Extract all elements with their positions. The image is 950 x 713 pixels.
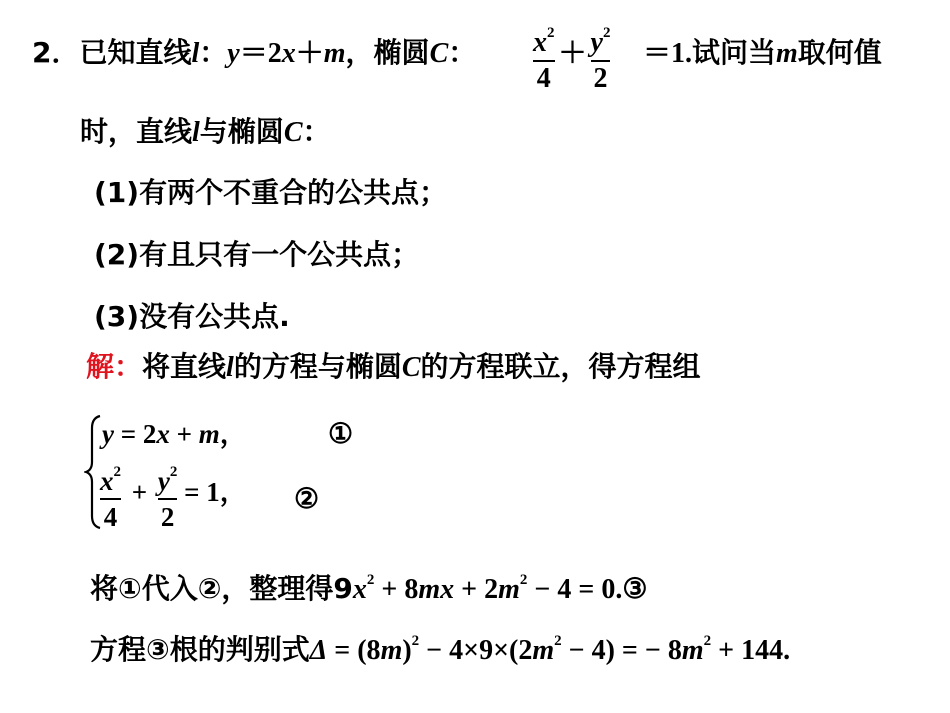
- eq-part: − 4 = 0.③: [527, 574, 648, 605]
- system-equation-1: [102, 417, 247, 451]
- fraction-x2-over-4: [533, 18, 555, 94]
- text: 将①代入②，整理得9: [90, 572, 353, 605]
- frac-num-y: y: [590, 26, 603, 58]
- frac-den: 4: [103, 502, 118, 533]
- eq-part: + 144.: [711, 635, 791, 666]
- problem-line-2: [80, 115, 331, 150]
- var-x: x: [352, 574, 367, 605]
- var-m: m: [681, 635, 704, 666]
- ellipse-name: C: [283, 117, 303, 148]
- line-name: l: [192, 117, 200, 148]
- text: 将直线: [142, 350, 227, 383]
- square: 2: [703, 633, 712, 649]
- solution-intro: [86, 350, 701, 385]
- var-m: m: [776, 38, 798, 69]
- text: 的方程联立，得方程组: [420, 350, 701, 383]
- var-x: x: [156, 419, 170, 449]
- solution-label: 解：: [86, 350, 143, 383]
- fraction-x2-over-4: [100, 457, 121, 532]
- tag-2: ②: [294, 484, 320, 515]
- square: 2: [554, 633, 562, 649]
- frac-num-x: x: [100, 466, 114, 497]
- eq-plus: ＋: [295, 38, 324, 69]
- var-y: y: [102, 419, 114, 449]
- square: 2: [113, 464, 121, 481]
- var-m: m: [532, 635, 555, 666]
- frac-den: 2: [160, 502, 175, 533]
- eq-part: − 4×9×(2: [419, 635, 533, 666]
- text: 时，直线: [80, 115, 193, 148]
- colon: ：: [448, 36, 477, 69]
- plus-sign: +: [125, 477, 154, 507]
- delta-symbol: Δ: [309, 635, 328, 666]
- eq-part: + 8: [374, 574, 419, 605]
- eq-part: ＝2: [239, 38, 282, 69]
- comma: ，: [219, 419, 247, 449]
- square: 2: [169, 464, 178, 481]
- text: 方程③根的判别式: [90, 633, 310, 666]
- ask-tail: 取何值: [797, 36, 882, 69]
- fraction-bar: [591, 60, 611, 62]
- square: 2: [411, 633, 420, 649]
- square: 2: [519, 572, 528, 588]
- var-m: m: [498, 574, 520, 605]
- line-name: l: [191, 38, 200, 69]
- frac-den: 2: [593, 62, 608, 94]
- ellipse-intro: ，椭圆: [345, 36, 430, 69]
- colon: ：: [199, 36, 228, 69]
- text: 与椭圆: [199, 115, 284, 148]
- problem-number: 2．: [32, 36, 80, 69]
- var-m: m: [380, 635, 403, 666]
- problem-line-1: [32, 36, 476, 71]
- problem-intro: 已知直线: [79, 36, 192, 69]
- ellipse-name: C: [429, 38, 449, 69]
- var-x: x: [281, 38, 296, 69]
- eq-tail: = 1，: [177, 477, 247, 507]
- question-3: (3)没有公共点.: [94, 300, 290, 333]
- var-mx: mx: [418, 574, 455, 605]
- eq-part: + 2: [454, 574, 499, 605]
- var-y: y: [227, 38, 240, 69]
- system-equation-2: [100, 452, 247, 532]
- frac-num-y: y: [157, 466, 170, 497]
- fraction-bar: [533, 60, 555, 62]
- eq-part: ): [402, 635, 412, 666]
- fraction-bar: [100, 498, 121, 500]
- substitution-line: [90, 563, 647, 607]
- question-2: (2)有且只有一个公共点；: [94, 238, 420, 271]
- problem-line-1-tail: [643, 36, 882, 71]
- ellipse-equation: [533, 14, 610, 94]
- discriminant-line: [90, 624, 790, 668]
- text: 的方程与椭圆: [233, 350, 402, 383]
- tag-1: ①: [328, 419, 354, 450]
- eq-plus: +: [169, 419, 199, 449]
- eq-part: − 4) = − 8: [561, 635, 682, 666]
- question-1: (1)有两个不重合的公共点；: [94, 176, 448, 209]
- plus-sign: ＋: [558, 38, 587, 69]
- equals-one: ＝1.试问当: [643, 38, 777, 69]
- ellipse-name: C: [401, 352, 421, 383]
- fraction-bar: [158, 498, 177, 500]
- var-m: m: [323, 38, 346, 69]
- square: 2: [366, 572, 375, 588]
- frac-den: 4: [536, 62, 551, 94]
- fraction-y2-over-2: [591, 18, 611, 94]
- line-name: l: [226, 352, 234, 383]
- eq-part: = (8: [327, 635, 381, 666]
- square: 2: [602, 24, 611, 41]
- square: 2: [547, 24, 555, 41]
- eq-part: = 2: [113, 419, 157, 449]
- var-m: m: [198, 419, 220, 449]
- frac-num-x: x: [533, 26, 547, 58]
- colon: ：: [302, 115, 331, 148]
- fraction-y2-over-2: [158, 457, 177, 532]
